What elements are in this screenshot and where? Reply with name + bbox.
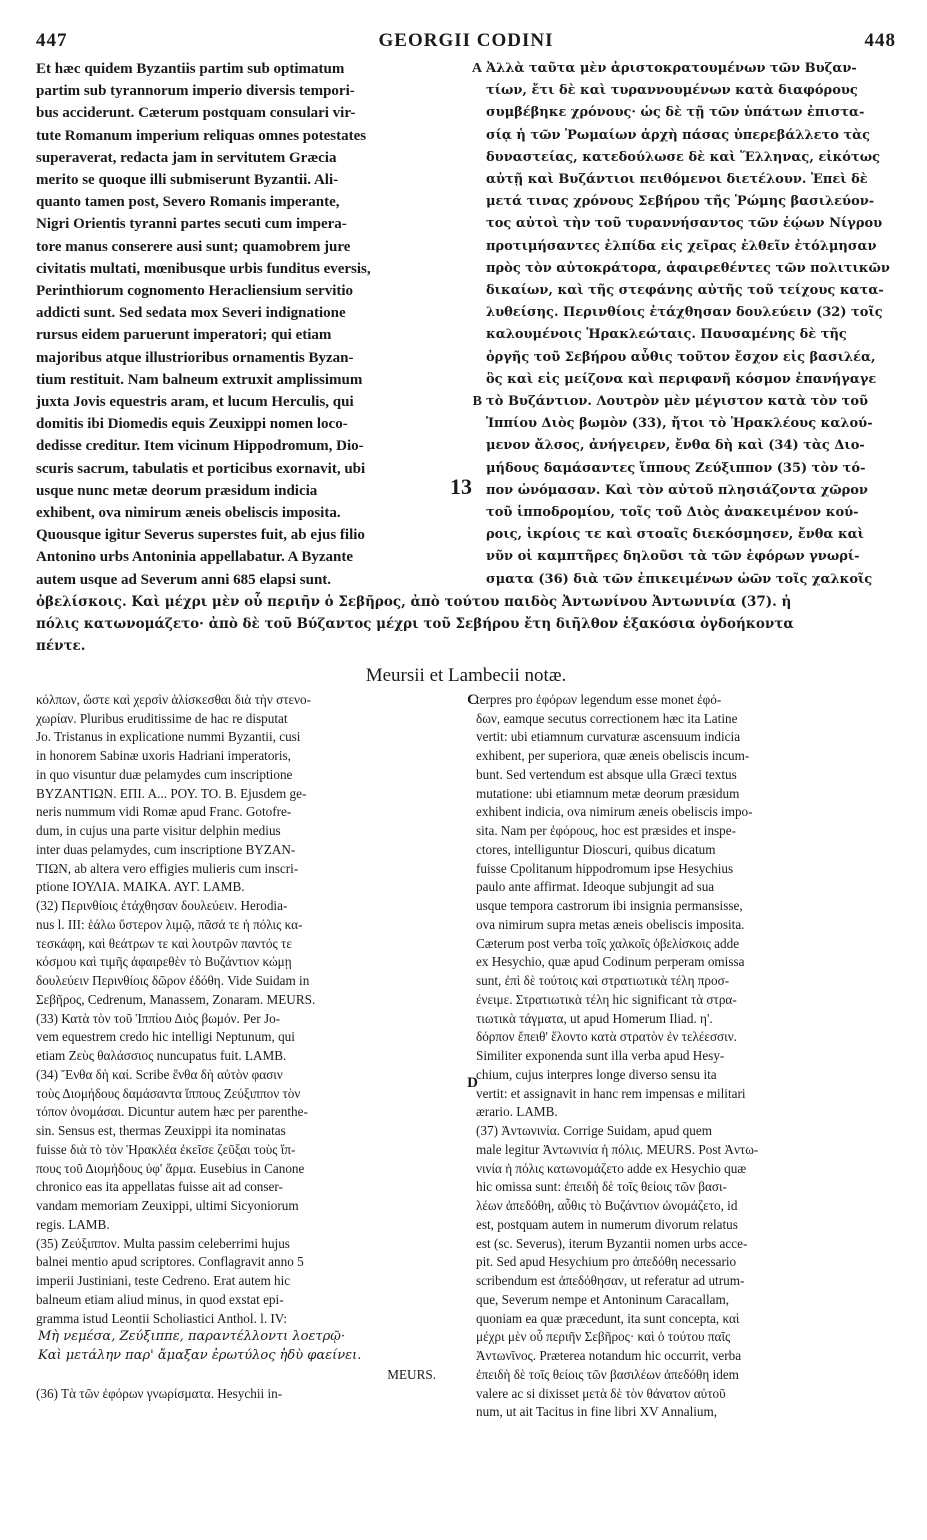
text-line: superaverat, redacta jam in servitutem Græcia: [36, 149, 337, 166]
text-line: ærario. LAMB.: [476, 1104, 558, 1120]
text-line: ὀργῆς τοῦ Σεβήρου αὖθις τοῦτον ἔσχον εἰς βασιλέα,: [486, 349, 876, 365]
text-line: chronico eas ita appellatas fuisse ait ad conser-: [36, 1179, 283, 1195]
text-line: δουλεύειν Περινθίοις δῶρον ἐδόθη. Vide Suidam in: [36, 973, 310, 989]
text-line: ex Hesychio, quæ apud Codinum perperam omissa: [476, 954, 745, 970]
text-line: Nigri Orientis tyranni partes secuti cum impera-: [36, 216, 347, 233]
text-line: balneum etiam aliud minus, in quod exstat epi-: [36, 1291, 284, 1307]
text-line: Cæterum post verba τοῖς χαλκοῖς ὀβελίσκοις adde: [476, 935, 740, 951]
text-line: in quo visuntur duæ pelamydes cum inscriptione: [36, 766, 293, 782]
text-line: προτιμήσαντες ἐλπίδα εἰς χεῖρας ἐλθεῖν ἐτόλμησαν: [486, 238, 877, 254]
text-line: πέντε.: [36, 637, 86, 654]
text-line: λέων ἀπεδόθη, αὖθις τὸ Βυζάντιον ὠνομάζετο, id: [476, 1198, 738, 1214]
text-line: que, Severum nempe et Antoninum Caracallam,: [476, 1291, 730, 1307]
text-line: συμβέβηκε χρόνους· ὡς δὲ τῇ τῶν ὑπάτων ἐπιστα-: [486, 105, 865, 121]
text-line: autem usque ad Severum anni 685 elapsi sunt.: [36, 571, 332, 588]
text-line: κόλπων, ὥστε καὶ χερσὶν ἁλίσκεσθαι διὰ τὴν στενο-: [36, 691, 311, 707]
text-line: ptione ΙΟΥΛΙΑ. ΜΑΙΚΑ. ΑΥΓ. LAMB.: [36, 879, 245, 895]
text-line: scribendum est ἀπεδόθησαν, ut referatur ad utrum-: [476, 1273, 745, 1289]
verse-signature: MEURS.: [387, 1366, 436, 1382]
text-line: Perinthiorum cognomento Heracliensium servitio: [36, 283, 354, 300]
text-line: μήδους δαμάσαντες ἵππους Ζεύξιππον (35) τὸν τό-: [486, 460, 866, 476]
text-line: exhibent, per superiora, quæ æneis obeliscis incum-: [476, 748, 750, 764]
text-line: vem equestrem credo hic intelligi Neptunum, qui: [36, 1029, 295, 1045]
text-line: Σεβῆρος, Cedrenum, Manassem, Zonaram. MEURS.: [36, 991, 316, 1007]
text-line: sita. Nam per ἐφόρους, hoc est præsides et inspe-: [476, 823, 737, 839]
text-line: ΤΙΩΝ, ab altera vero effigies mulieris cum inscri-: [36, 860, 299, 876]
text-line: τόπον ὀνομάσαι. Dicuntur autem hæc per parenthe-: [36, 1104, 308, 1120]
text-line: λυθείσης. Περινθίοις ἐτάχθησαν δουλεύειν (32) τοῖς: [486, 305, 883, 321]
text-line: partim sub tyrannorum imperio diversis tempori-: [36, 83, 355, 100]
text-line: Quousque igitur Severus superstes fuit, ab ejus filio: [36, 527, 365, 544]
text-line: male legitur Ἀντωνινία ἡ πόλις. MEURS. Post Ἀντω-: [476, 1141, 759, 1157]
text-line: valere ac si dixisset μετὰ δὲ τὸν θάνατον αὐτοῦ: [476, 1385, 726, 1401]
text-line: exhibent, ova nimirum æneis obeliscis imposita.: [36, 505, 341, 522]
text-line: merito se quoque illi submiserunt Byzantii. Ali-: [36, 172, 339, 189]
text-line: sin. Sensus est, thermas Zeuxippi ita nominatas: [36, 1123, 286, 1139]
page-marker-13: 13: [450, 474, 472, 499]
text-line: (33) Κατὰ τὸν τοῦ Ἱππίου Διὸς βωμόν. Per Jo-: [36, 1010, 281, 1026]
text-line: σματα (36) διὰ τῶν ἐπικειμένων ὠῶν τοῖς χαλκοῖς: [486, 571, 873, 587]
text-line: ΒΥΖΑΝΤΙΩΝ. ΕΠΙ. Α... ΡΟΥ. ΤΟ. Β. Ejusdem ge-: [36, 785, 307, 801]
text-line: κόσμου καὶ τιμῆς ἀφαιρεθὲν τὸ Βυζάντιον κώμῃ: [36, 954, 292, 970]
text-line: dedisse creditur. Item vicinum Hippodromum, Dio-: [36, 438, 364, 455]
text-line: imperii Justiniani, teste Cedreno. Erat autem hic: [36, 1273, 291, 1289]
text-line: chium, cujus interpres longe diverso sensu ita: [476, 1066, 717, 1082]
text-line: usque tempora castrorum ibi insignia permansisse,: [476, 898, 743, 914]
text-line: χωρίαν. Pluribus eruditissime de hac re disputat: [36, 710, 288, 726]
text-line: δικαίων, καὶ τῆς στεφάνης αὐτῆς τοῦ τείχους κατα-: [486, 283, 884, 299]
notes-left-column: [36, 691, 478, 1422]
text-line: Similiter exponenda sunt illa verba apud Hesy-: [476, 1048, 725, 1064]
text-line: nus l. III: ἑάλω ὕστερον λιμῷ, πᾶσά τε ἡ πόλις κα-: [36, 916, 303, 932]
running-title: GEORGII CODINI: [378, 30, 554, 51]
text-line: in honorem Sabinæ uxoris Hadriani imperatoris,: [36, 748, 291, 764]
notes-right-column: [476, 691, 896, 1422]
text-line: bus acciderunt. Cæterum postquam consulari vir-: [36, 105, 356, 122]
text-line: quoniam ea quæ præcedunt, ita sunt concepta, καὶ: [476, 1310, 740, 1326]
text-line: neris nummum vidi Romæ apud Franc. Gotofre-: [36, 804, 292, 820]
text-line: tium restituit. Nam balneum extruxit amplissimum: [36, 371, 363, 388]
text-line: Ἀλλὰ ταῦτα μὲν ἀριστοκρατουμένων τῶν Βυζαν-: [486, 61, 857, 76]
text-line: μενον ἄλσος, ἀνήγειρεν, ἔνθα δὴ καὶ (34) τὰς Διο-: [486, 438, 865, 454]
text-line: τος αὐτοὶ τὴν τοῦ τυραννήσαντος τῶν ἑῴων Νίγρου: [486, 216, 883, 232]
text-line: exhibent indicia, ova nimirum æneis obeliscis impo-: [476, 804, 753, 820]
text-line: majoribus atque illustrioribus ornamentis Byzan-: [36, 349, 354, 366]
text-line: regis. LAMB.: [36, 1216, 110, 1232]
page-header: [36, 30, 896, 52]
text-line: σίᾳ ἡ τῶν Ῥωμαίων ἀρχὴ πάσας ὑπερεβάλλετο τὰς: [486, 127, 871, 143]
text-line: terpres pro ἐφόρων legendum esse monet ἐφό-: [476, 691, 722, 707]
text-line: juxta Jovis equestris aram, et lucum Herculis, qui: [36, 394, 354, 411]
text-line: (32) Περινθίοις ἐτάχθησαν δουλεύειν. Herodia-: [36, 898, 288, 914]
text-line: ὃς καὶ εἰς μείζονα καὶ περιφανῆ κόσμον ἐπανήγαγε: [486, 371, 877, 387]
text-line: tore manus conserere ausi sunt; quamobrem jure: [36, 238, 351, 255]
text-line: gramma istud Leontii Scholiastici Anthol. l. IV:: [36, 1310, 288, 1326]
margin-marker-b: B: [472, 394, 482, 409]
text-line: πόλις κατωνομάζετο· ἀπὸ δὲ τοῦ Βύζαντος μέχρι τοῦ Σεβήρου ἔτη διῆλθον ἑξακόσια ὀγδοήκοντα: [36, 615, 794, 632]
text-line: tute Romanum imperium reliquas omnes potestates: [36, 127, 367, 144]
text-line: vandam memoriam Zeuxippi, ultimi Sicyoniorum: [36, 1198, 299, 1214]
text-line: vertit: et assignavit in hanc rem impensas e militari: [476, 1085, 746, 1101]
text-line: sunt, ἐπὶ δὲ τούτοις καὶ στρατιωτικὰ τέλη προσ-: [476, 973, 730, 989]
text-line: usque nunc metæ deorum præsidum indicia: [36, 482, 318, 499]
text-line: Ἀντωνῖνος. Præterea notandum hic occurrit, verba: [476, 1348, 742, 1364]
greek-text-column: [486, 58, 896, 591]
margin-marker-c: C: [467, 691, 478, 708]
text-line: fuisse διὰ τὸ τὸν Ἡρακλέα ἐκεῖσε ζεῦξαι τοὺς ἵπ-: [36, 1141, 296, 1157]
text-line: δόρπον ἔπειθ' ἕλοντο κατὰ στρατὸν ἐν τελέεσσιν.: [476, 1029, 737, 1045]
text-line: νινία ἡ πόλις κατωνομάζετο adde ex Hesychio quæ: [476, 1160, 747, 1176]
page-number-right: 448: [864, 30, 896, 51]
main-columns: [36, 58, 896, 591]
margin-marker-d: D: [467, 1074, 478, 1091]
text-line: addicti sunt. Sed sedata mox Severi indignatione: [36, 305, 346, 322]
verse-line: Μὴ νεμέσα, Ζεύξιππε, παραντέλλοντι λοετρῷ·: [38, 1329, 346, 1345]
text-line: τίων, ἔτι δὲ καὶ τυραννουμένων κατὰ διαφόρους: [486, 83, 858, 99]
text-line: inter duas pelamydes, cum inscriptione ΒΥΖΑΝ-: [36, 841, 296, 857]
notes-columns: [36, 691, 896, 1422]
text-line: τοὺς Διομήδους δαμάσαντα ἵππους Ζεύξιππον τὸν: [36, 1085, 301, 1101]
text-line: paulo ante affirmat. Ideoque subjungit ad sua: [476, 879, 715, 895]
text-line: hic omissa sunt: ἐπειδὴ δὲ τοῖς θείοις τῶν βασι-: [476, 1179, 727, 1195]
text-line: μέχρι μὲν οὗ περιῆν Σεβῆρος· καὶ ὁ τούτου παῖς: [476, 1329, 731, 1345]
text-line: τὸ Βυζάντιον. Λουτρὸν μὲν μέγιστον κατὰ τὸν τοῦ: [486, 394, 869, 410]
text-line: rursus eidem paruerunt imperatori; qui etiam: [36, 327, 332, 344]
text-line: Ἱππίου Διὸς βωμὸν (33), ἤτοι τὸ Ἡρακλέους καλού-: [486, 416, 873, 432]
text-line: ένειμε. Στρατιωτικὰ τέλη hic significant τὰ στρα-: [476, 991, 737, 1007]
text-line: fuisse Cpolitanum hippodromum ipse Hesychius: [476, 860, 734, 876]
text-line: πον ὠνόμασαν. Καὶ τὸν αὐτοῦ πλησιάζοντα χῶρον: [486, 482, 868, 498]
margin-marker-a: A: [471, 61, 482, 76]
text-line: quanto tamen post, Severo Romanis imperante,: [36, 194, 340, 211]
text-line: domitis ibi Diomedis equis Zeuxippi nomen loco-: [36, 416, 348, 433]
text-line: μετά τινας χρόνους Σεβήρου τῆς Ῥώμης βασιλεύον-: [486, 194, 875, 210]
text-line: τοῦ ἱπποδρομίου, τοῖς τοῦ Διὸς ἀνακειμένον κού-: [486, 505, 859, 521]
text-line: (34) Ἔνθα δὴ καί. Scribe ἔνθα δὴ αὐτὸν φασιν: [36, 1066, 283, 1082]
text-line: δυναστείας, κατεδούλωσε δὲ καὶ Ἕλληνας, εἰκότως: [486, 149, 881, 165]
text-line: vertit: ubi etiamnum curvaturæ ascensuum indicia: [476, 729, 741, 745]
text-line: est, postquam autem in numerum divorum relatus: [476, 1216, 738, 1232]
text-line: civitatis multati, mœnibusque urbis funditus eversis,: [36, 260, 371, 277]
notes-title: Meursii et Lambecii notæ.: [365, 664, 567, 686]
text-line: est (sc. Severus), iterum Byzantii nomen urbs acce-: [476, 1235, 748, 1251]
text-line: νῦν οἱ καμπτῆρες δηλοῦσι τὰ τῶν ἐφόρων γνωρί-: [486, 549, 860, 565]
greek-full-width-text: [36, 591, 896, 657]
text-line: balnei mentio apud scriptores. Conflagravit anno 5: [36, 1254, 304, 1270]
text-line: dum, in cujus una parte visitur delphin medius: [36, 823, 281, 839]
text-line: ἐπειδὴ δὲ τοῖς θείοις τῶν βασιλέων ἀπεδόθη idem: [476, 1366, 739, 1382]
text-line: mutatione: ubi etiamnum metæ deorum præsidum: [476, 785, 740, 801]
text-line: αὐτῇ καὶ Βυζάντιοι πειθόμενοι διετέλουν. Ἐπεὶ δὲ: [486, 172, 868, 188]
text-line: ctores, intelliguntur Dioscuri, quibus dicatum: [476, 841, 716, 857]
text-line: num, ut ait Tacitus in fine libri XV Annalium,: [476, 1404, 718, 1420]
verse-line: Καὶ μετάλην παρ' ἄμαξαν ἐρωτύλος ἡδὺ φαείνει.: [38, 1348, 362, 1364]
text-line: etiam Ζεὺς θαλάσσιος nuncupatus fuit. LAMB.: [36, 1048, 287, 1064]
latin-text-column: [36, 58, 482, 591]
text-line: ova nimirum supra metas æneis obeliscis imposita.: [476, 916, 745, 932]
text-line: (35) Ζεύξιππον. Multa passim celeberrimi hujus: [36, 1235, 290, 1251]
text-line: bunt. Sed vertendum est absque ulla Græci textus: [476, 766, 737, 782]
text-line: Jo. Tristanus in explicatione nummi Byzantii, cusi: [36, 729, 301, 745]
text-line: Et hæc quidem Byzantiis partim sub optimatum: [36, 61, 345, 77]
text-line: ὀβελίσκοις. Καὶ μέχρι μὲν οὗ περιῆν ὁ Σεβῆρος, ἀπὸ τούτου παιδὸς Ἀντωνίνου Ἀντωνινία (37). ἡ: [36, 593, 792, 610]
page-number-left: 447: [36, 30, 68, 51]
text-line: (37) Ἀντωνινία. Corrige Suidam, apud quem: [476, 1123, 712, 1139]
text-line: pit. Sed apud Hesychium pro ἀπεδόθη necessario: [476, 1254, 737, 1270]
text-line: πους τοῦ Διομήδους ὑφ' ἅρμα. Eusebius in Canone: [36, 1160, 305, 1176]
text-line: scuris sacrum, tabulatis et porticibus exornavit, ubi: [36, 460, 366, 477]
text-line: Antonino urbs Antoninia appellabatur. A Byzante: [36, 549, 354, 566]
page: [36, 30, 896, 1510]
text-line: (36) Τὰ τῶν ἐφόρων γνωρίσματα. Hesychii in-: [36, 1385, 283, 1401]
text-line: καλουμένοις Ἡρακλεώταις. Παυσαμένης δὲ τῆς: [486, 327, 847, 343]
text-line: δων, eamque secutus correctionem hæc ita Latine: [476, 710, 738, 726]
text-line: τεσκάφη, καὶ θεάτρων τε καὶ λουτρῶν παντός τε: [36, 935, 292, 951]
text-line: τιωτικὰ τάγματα, ut apud Homerum Iliad. η'.: [476, 1010, 713, 1026]
text-line: πρὸς τὸν αὐτοκράτορα, ἀφαιρεθέντες τῶν πολιτικῶν: [486, 260, 890, 276]
text-line: ροις, ἰκρίοις τε καὶ στοαῖς διεκόσμησεν, ἔνθα καὶ: [486, 527, 864, 543]
